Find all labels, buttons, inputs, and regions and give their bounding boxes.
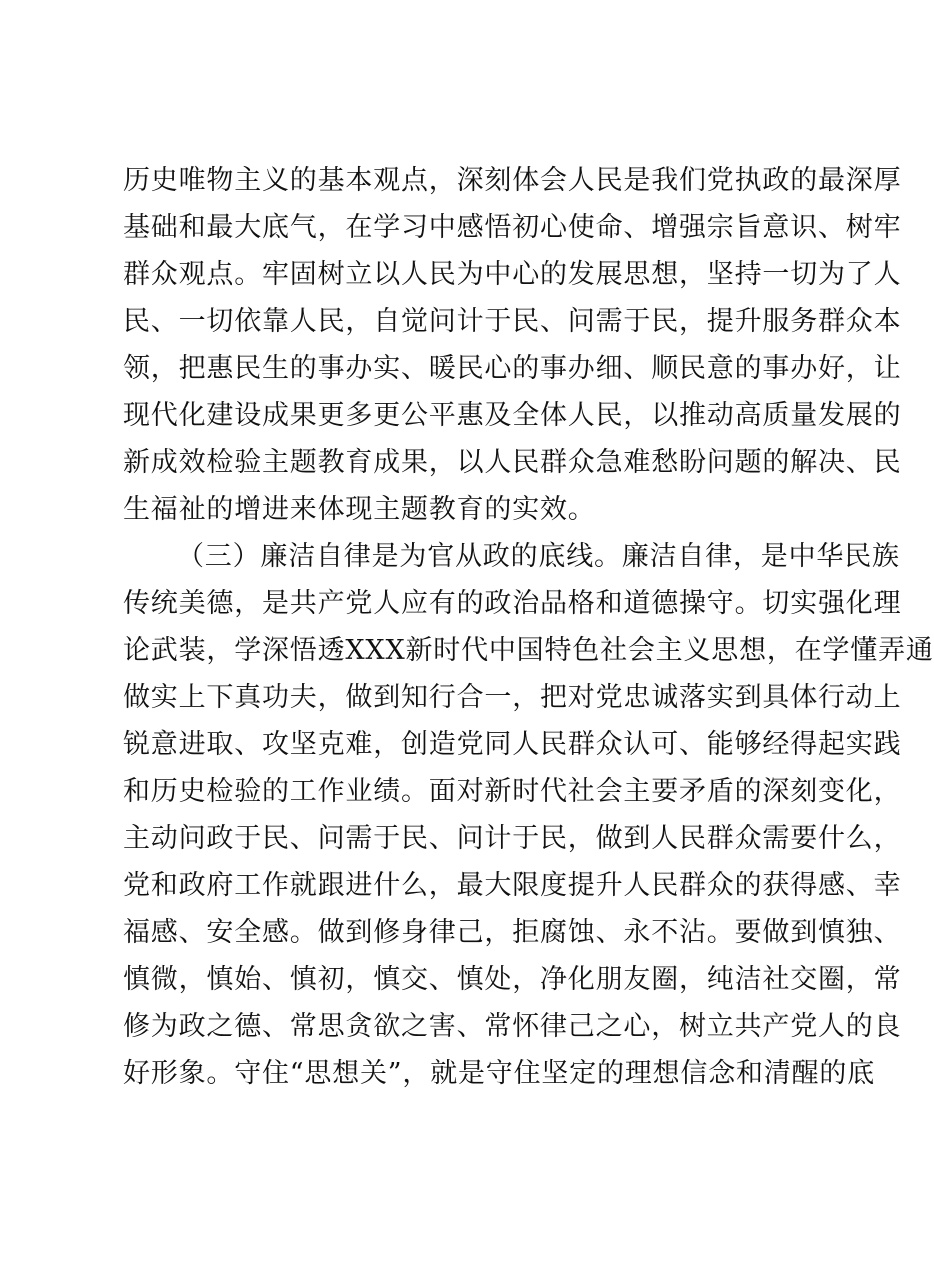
paragraph-2-line-11: 修为政之德、常思贪欲之害、常怀律己之心，树立共产党人的良: [123, 1011, 902, 1042]
document-body: [123, 157, 934, 1097]
paragraph-1-line-8: 生福祉的增进来体现主题教育的实效。: [123, 494, 596, 525]
paragraph-1-line-2: 基础和最大底气，在学习中感悟初心使命、增强宗旨意识、树牢: [123, 212, 902, 243]
paragraph-2-line-10: 慎微，慎始、慎初，慎交、慎处，净化朋友圈，纯洁社交圈，常: [123, 964, 902, 995]
paragraph-2-line-3: 论武装，学深悟透XXX新时代中国特色社会主义思想，在学懂弄通: [123, 635, 934, 666]
paragraph-2-line-12: 好形象。守住“思想关”，就是守住坚定的理想信念和清醒的底: [123, 1058, 876, 1089]
paragraph-2-line-5: 锐意进取、攻坚克难，创造党同人民群众认可、能够经得起实践: [123, 729, 902, 760]
paragraph-2-line-6: 和历史检验的工作业绩。面对新时代社会主要矛盾的深刻变化，: [123, 776, 902, 807]
paragraph-2-line-4: 做实上下真功夫，做到知行合一，把对党忠诚落实到具体行动上: [123, 682, 902, 713]
paragraph-2-line-8: 党和政府工作就跟进什么，最大限度提升人民群众的获得感、幸: [123, 870, 902, 901]
paragraph-1-line-7: 新成效检验主题教育成果，以人民群众急难愁盼问题的解决、民: [123, 447, 902, 478]
paragraph-2-line-7: 主动问政于民、问需于民、问计于民，做到人民群众需要什么，: [123, 823, 902, 854]
paragraph-1-line-4: 民、一切依靠人民，自觉问计于民、问需于民，提升服务群众本: [123, 306, 902, 337]
paragraph-2-line-1: （三）廉洁自律是为官从政的底线。廉洁自律，是中华民族: [177, 541, 900, 572]
paragraph-1-line-5: 领，把惠民生的事办实、暖民心的事办细、顺民意的事办好，让: [123, 353, 902, 384]
paragraph-1-line-3: 群众观点。牢固树立以人民为中心的发展思想，坚持一切为了人: [123, 259, 902, 290]
paragraph-2-line-9: 福感、安全感。做到修身律己，拒腐蚀、永不沾。要做到慎独、: [123, 917, 902, 948]
paragraph-2-line-2: 传统美德，是共产党人应有的政治品格和道德操守。切实强化理: [123, 588, 902, 619]
paragraph-1-line-6: 现代化建设成果更多更公平惠及全体人民，以推动高质量发展的: [123, 400, 902, 431]
paragraph-1-line-1: 历史唯物主义的基本观点，深刻体会人民是我们党执政的最深厚: [123, 165, 902, 196]
